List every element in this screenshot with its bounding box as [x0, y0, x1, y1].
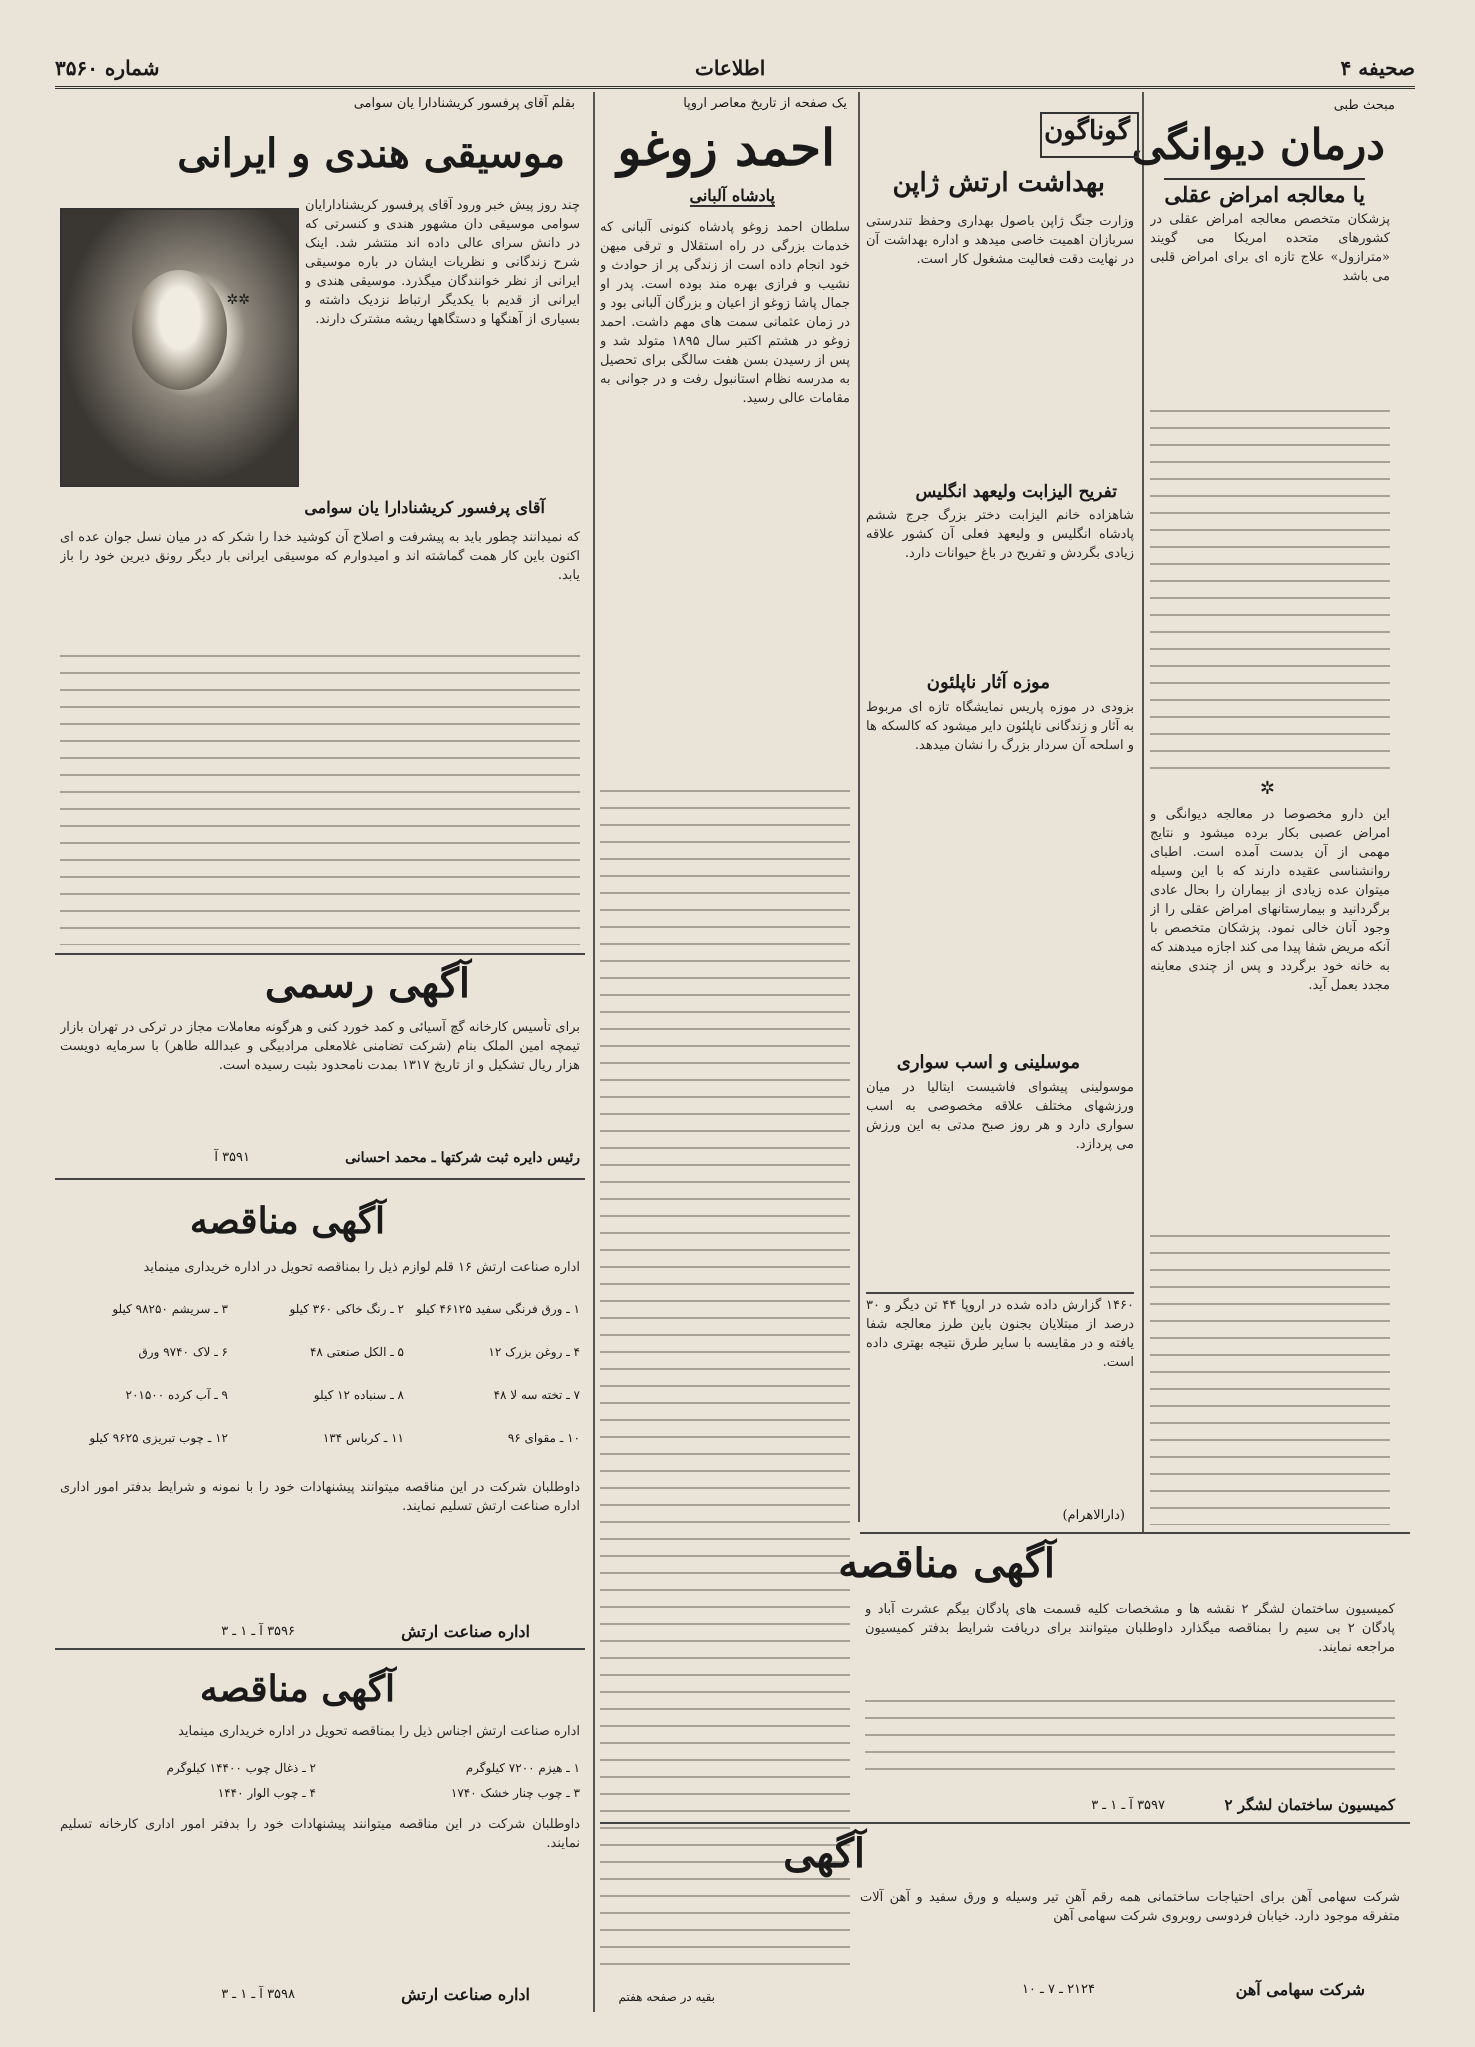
ad-official-footer: رئیس دایره ثبت شرکتها ـ محمد احسانی — [345, 1150, 580, 1166]
col2-title: بهداشت ارتش ژاپن — [892, 168, 1105, 198]
ad-tender2-intro: اداره صناعت ارتش اجناس ذیل را بمناقصه تحویل در اداره خریداری مینماید — [178, 1724, 580, 1739]
tender-item: ۶ ـ لاک ۹۷۴۰ ورق — [138, 1345, 228, 1359]
tender-item: ۸ ـ سنباده ۱۲ کیلو — [313, 1388, 404, 1402]
col4-divider: ✲✲ — [226, 292, 250, 308]
tender-item: ۴ ـ چوب الوار ۱۴۴۰ — [217, 1786, 316, 1800]
ad-tender1-footer: اداره صناعت ارتش — [401, 1622, 530, 1641]
col2-sub2: موزه آثار ناپلئون — [926, 672, 1050, 693]
page-header — [55, 52, 1415, 89]
col2-rule — [866, 1292, 1134, 1294]
ad-tender1-body: داوطلبان شرکت در این مناقصه میتوانند پیشنهادات خود را با نمونه و شرایط بدفتر امور اداری اداره صناعت ارتش تسلیم نمایند. — [60, 1480, 580, 1514]
ad-tender1-code: ۳۵۹۶ آ ـ ۱ ـ ۳ — [221, 1624, 295, 1639]
ad-tender1-title: آگهی مناقصه — [189, 1200, 385, 1242]
col1-body: این دارو مخصوصا در معالجه دیوانگی و امراض عصبی بکار برده میشود و نتایج مهمی از آن بدست آمده است. اطبای روانشناسی عقیده دارند که با این وسیله میتوان عده زیادی از بیماران را بحال عادی برگردانید و بیمارستانهای امراض عقلی را از وجود آنان خالی نمود. پزشکان متخصص با آنکه مریض شفا پیدا می کند اجازه میدهند که به خانه خود برگردد و پس از چندی معاینه مجدد بعمل آید. — [1150, 807, 1390, 993]
col1-kicker: مبحث طبی — [1333, 98, 1395, 113]
column-rule — [593, 92, 595, 2012]
ad-tender2-footer: اداره صناعت ارتش — [401, 1985, 530, 2004]
ad-tender3-footer: کمیسیون ساختمان لشگر ۲ — [1224, 1796, 1395, 1814]
ad-tender2-code: ۳۵۹۸ آ ـ ۱ ـ ۳ — [221, 1987, 295, 2002]
col2-body1: وزارت جنگ ژاپن باصول بهداری وحفظ تندرستی سربازان اهمیت خاصی میدهد و اداره بهداشت آن در نهایت دقت فعالیت مشغول کار است. — [866, 214, 1134, 267]
ad-tender3-code: ۳۵۹۷ آ ـ ۱ ـ ۳ — [1091, 1798, 1165, 1813]
col3-body-lines — [600, 790, 850, 1970]
col4-body: چند روز پیش خبر ورود آقای پرفسور کریشنادارایان سوامی موسیقی دان مشهور هندی و کنسرتی که در دانش سرای عالی داده اند منتشر شد. اینک شرح زندگانی و نظریات ایشان در باره موسیقی ایرانی از نظر خوانندگان میگذرد. موسیقی هندی و ایرانی از قدیم با یکدیگر ارتباط نزدیک داشته و بسیاری از آهنگها و دستگاهها ریشه مشترک دارند. — [305, 198, 580, 327]
ad-tender3-lines — [865, 1700, 1395, 1780]
portrait-photo — [60, 208, 299, 487]
tender-item: ۵ ـ الکل صنعتی ۴۸ — [309, 1345, 404, 1359]
col4-body-lines — [60, 655, 580, 945]
ad-tender1-intro: اداره صناعت ارتش ۱۶ قلم لوازم ذیل را بمناقصه تحویل در اداره خریداری مینماید — [143, 1260, 580, 1275]
col4-byline: بقلم آقای پرفسور کریشنادارا یان سوامی — [353, 96, 575, 111]
col2-brief: ۱۴۶۰ گزارش داده شده در اروپا ۴۴ تن دیگر و ۳۰ درصد از مبتلایان بجنون باین طرز معالجه شفا یافته و در مقایسه با سایر طرق نتیجه بهتری داده است. — [866, 1298, 1134, 1370]
tender-item: ۲ ـ ذغال چوب ۱۴۴۰۰ کیلوگرم — [166, 1761, 316, 1775]
ad-notice-footer: شرکت سهامی آهن — [1235, 1980, 1365, 1999]
column-rule — [1142, 92, 1144, 1532]
col1-subtitle: یا معالجه امراض عقلی — [1164, 178, 1365, 207]
col4-rule — [55, 953, 585, 955]
tender-item: ۱۰ ـ مقوای ۹۶ — [507, 1431, 580, 1445]
col2-body3: بزودی در موزه پاریس نمایشگاه تازه ای مربوط به آثار و زندگانی ناپلئون دایر میشود که کالسکه ها و اسلحه آن سردار بزرگ را نشان میدهد. — [866, 700, 1134, 753]
col3-title: احمد زوغو — [617, 118, 835, 177]
ad-tender3-body: کمیسیون ساختمان لشگر ۲ نقشه ها و مشخصات کلیه قسمت های پادگان بیگم عشرت آباد و پادگان ۲ بی سیم را بمناقصه میگذارد داوطلبان میتوانند برای دریافت شرایط بدفتر کمیسیون مراجعه نمایند. — [865, 1602, 1395, 1655]
paper-name: اطلاعات — [695, 56, 766, 80]
tender-item: ۳ ـ سریشم ۹۸۲۵۰ کیلو — [112, 1302, 228, 1316]
tender-item: ۲ ـ رنگ خاکی ۳۶۰ کیلو — [289, 1302, 404, 1316]
tender-item: ۱ ـ هیزم ۷۲۰۰ کیلوگرم — [465, 1761, 580, 1775]
ad-rule — [55, 1648, 585, 1650]
ad-official-title: آگهی رسمی — [264, 960, 470, 1007]
tender-item: ۱۱ ـ کرباس ۱۳۴ — [322, 1431, 404, 1445]
col2-source: (دارالاهرام) — [1062, 1508, 1125, 1523]
col3-subtitle: پادشاه آلبانی — [689, 186, 775, 205]
ad-rule — [55, 1178, 585, 1180]
ad-notice-title: آگهی — [783, 1830, 865, 1877]
col2-sub3: موسلینی و اسب سواری — [896, 1052, 1080, 1073]
col1-body-lines — [1150, 410, 1390, 770]
ad-notice-code: ۲۱۲۴ ـ ۷ ـ ۱۰ — [1021, 1982, 1095, 1997]
page-number: صحیفه ۴ — [1340, 56, 1415, 80]
ad-notice-body: شرکت سهامی آهن برای احتیاجات ساختمانی همه رقم آهن تیر وسیله و ورق سفید و آهن آلات متفرقه موجود دارد. خیابان فردوسی روبروی شرکت سهامی آهن — [860, 1890, 1400, 1924]
tender-item: ۷ ـ تخته سه لا ۴۸ — [493, 1388, 580, 1402]
tender-item: ۱ ـ ورق فرنگی سفید ۴۶۱۲۵ کیلو — [416, 1302, 580, 1316]
ad-official-code: ۳۵۹۱ آ — [214, 1150, 250, 1165]
issue-number: شماره ۳۵۶۰ — [55, 56, 160, 80]
column-rule — [858, 92, 860, 1522]
tender-item: ۳ ـ چوب چنار خشک ۱۷۴۰ — [450, 1786, 580, 1800]
col3-kicker: یک صفحه از تاریخ معاصر اروپا — [683, 96, 847, 111]
tender-item: ۹ ـ آب کرده ۲۰۱۵۰۰ — [125, 1388, 228, 1402]
col1-title: درمان دیوانگی — [1131, 120, 1385, 169]
ad-tender3-title: آگهی مناقصه — [838, 1540, 1055, 1587]
ad-rule — [600, 1822, 1410, 1824]
ad-tender1-items — [60, 1300, 580, 1470]
col1-more-lines — [1150, 1235, 1390, 1525]
col2-sub1: تفریح الیزابت ولیعهد انگلیس — [915, 482, 1117, 502]
ad-tender2-items — [60, 1758, 580, 1808]
col4-title: موسیقی هندی و ایرانی — [177, 130, 565, 177]
col1-divider: ✲ — [1259, 778, 1275, 799]
col2-kicker: گوناگون — [1044, 116, 1130, 146]
col3-body: سلطان احمد زوغو پادشاه کنونی آلبانی که خدمات بزرگی در راه استقلال و ترقی میهن خود انجام داده است از زندگی پر از حوادث و نشیب و فرازی بهره مند بوده است. پدر او جمال پاشا زوغو از اعیان و بزرگان آلبانی بود و در زمان عثمانی سمت های مهم داشت. احمد زوغو در هشتم اکتبر سال ۱۸۹۵ متولد شد و پس از رسیدن بسن هفت سالگی برای تحصیل به مدرسه نظام استانبول رفت و در جوانی به مقامات عالی رسید. — [600, 220, 850, 406]
col2-body2: شاهزاده خانم الیزابت دختر بزرگ جرج ششم پادشاه انگلیس و ولیعهد فعلی آن کشور علاقه زیادی بگردش و تفریح در باغ حیوانات دارد. — [866, 508, 1134, 561]
col2-body4: موسولینی پیشوای فاشیست ایتالیا در میان ورزشهای مختلف علاقه مخصوصی به اسب سواری دارد و هر روز صبح مدتی به این ورزش می پردازد. — [866, 1080, 1134, 1152]
ad-tender2-title: آگهی مناقصه — [199, 1668, 395, 1710]
col3-continued: بقیه در صفحه هفتم — [618, 1990, 715, 2004]
ad-official-body: برای تأسیس کارخانه گچ آسیائی و کمد خورد کنی و هرگونه معاملات مجاز در ترکی در تهران بازار تیمچه امین الملک بنام (شرکت تضامنی غلامعلی مرادبیگی و عبدالله طاهر) با سرمایه دویست هزار ریال تشکیل و از تاریخ ۱۳۱۷ بمدت نامحدود بثبت رسیده است. — [60, 1020, 580, 1073]
col4-body2: که نمیدانند چطور باید به پیشرفت و اصلاح آن کوشید خدا را شکر که در میان نسل جوان عده ای اکنون باین کار همت گماشته اند و امیدوارم که موسیقی ایرانی بار دیگر رونق دیرین خود را باز یابد. — [60, 530, 580, 583]
ad-tender2-body: داوطلبان شرکت در این مناقصه میتوانند پیشنهادات خود را بدفتر امور اداری کارخانه تسلیم نمایند. — [60, 1817, 580, 1851]
col1-intro: پزشکان متخصص معالجه امراض عقلی در کشورهای متحده امریکا می گویند «مترازول» علاج تازه ای برای امراض قلبی می باشد — [1150, 212, 1390, 284]
tender-item: ۱۲ ـ چوب تبریزی ۹۶۲۵ کیلو — [89, 1431, 228, 1445]
tender-item: ۴ ـ روغن بزرک ۱۲ — [488, 1345, 580, 1359]
ad-rule — [860, 1532, 1410, 1534]
photo-caption: آقای پرفسور کریشنادارا یان سوامی — [304, 498, 545, 517]
